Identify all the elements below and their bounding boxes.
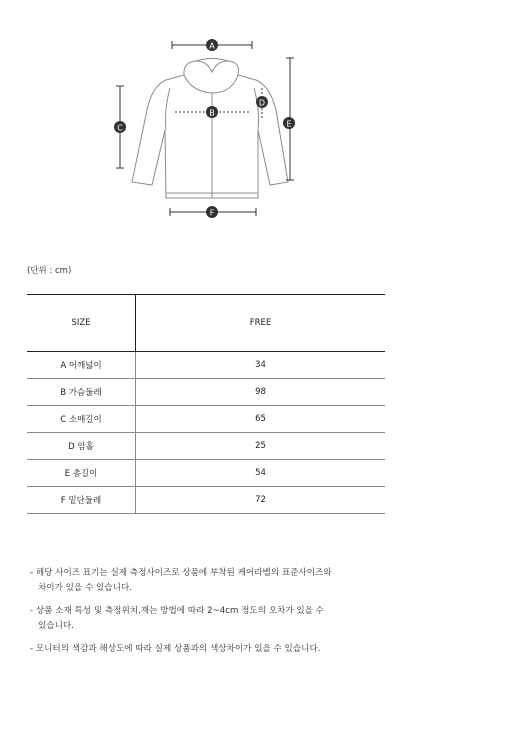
measurement-value: 98 bbox=[136, 379, 386, 406]
note-item bbox=[30, 604, 380, 634]
svg-text:E: E bbox=[286, 119, 292, 129]
table-row bbox=[27, 487, 385, 514]
svg-text:F: F bbox=[209, 208, 215, 218]
svg-text:C: C bbox=[117, 123, 123, 133]
free-column-header: FREE bbox=[136, 295, 386, 352]
measurement-value: 72 bbox=[136, 487, 386, 514]
label-badge-e bbox=[283, 117, 295, 129]
measurement-label: E 총길이 bbox=[27, 460, 136, 487]
measurement-value: 34 bbox=[136, 352, 386, 379]
size-column-header: SIZE bbox=[27, 295, 136, 352]
label-badge-f bbox=[206, 206, 218, 218]
size-table-header-row bbox=[27, 295, 385, 352]
svg-text:D: D bbox=[258, 98, 266, 108]
label-badge-b bbox=[206, 106, 218, 118]
measurement-value: 25 bbox=[136, 433, 386, 460]
label-badge-c bbox=[114, 121, 126, 133]
size-notes bbox=[30, 566, 380, 665]
svg-text:B: B bbox=[209, 108, 215, 118]
size-table bbox=[27, 294, 385, 514]
note-item bbox=[30, 642, 380, 657]
measurement-value: 54 bbox=[136, 460, 386, 487]
note-line: - 상품 소재 특성 및 측정위치,재는 방법에 따라 2~4cm 정도의 오차가 있을 수 bbox=[30, 606, 324, 616]
measurement-label: A 어깨넓이 bbox=[27, 352, 136, 379]
note-item bbox=[30, 566, 380, 596]
note-line: 차이가 있을 수 있습니다. bbox=[38, 583, 132, 593]
svg-text:A: A bbox=[209, 41, 215, 51]
note-line: 있습니다. bbox=[38, 621, 74, 631]
table-row bbox=[27, 460, 385, 487]
measurement-label: F 밑단둘레 bbox=[27, 487, 136, 514]
label-badge-a bbox=[206, 39, 218, 51]
unit-label: (단위 : cm) bbox=[27, 266, 72, 276]
note-line: - 모니터의 색감과 해상도에 따라 실제 상품과의 색상차이가 있을 수 있습니다. bbox=[30, 644, 321, 654]
jacket-illustration bbox=[132, 59, 288, 199]
table-row bbox=[27, 406, 385, 433]
label-badge-d bbox=[256, 96, 268, 108]
table-row bbox=[27, 352, 385, 379]
measurement-label: C 소매길이 bbox=[27, 406, 136, 433]
measurement-value: 65 bbox=[136, 406, 386, 433]
jacket-measurement-diagram bbox=[0, 0, 506, 245]
table-row bbox=[27, 379, 385, 406]
table-row bbox=[27, 433, 385, 460]
measurement-label: B 가슴둘레 bbox=[27, 379, 136, 406]
measurement-label: D 암홀 bbox=[27, 433, 136, 460]
note-line: - 해당 사이즈 표기는 실제 측정사이즈로 상품에 부착된 케어라벨의 표준사이즈와 bbox=[30, 568, 332, 578]
